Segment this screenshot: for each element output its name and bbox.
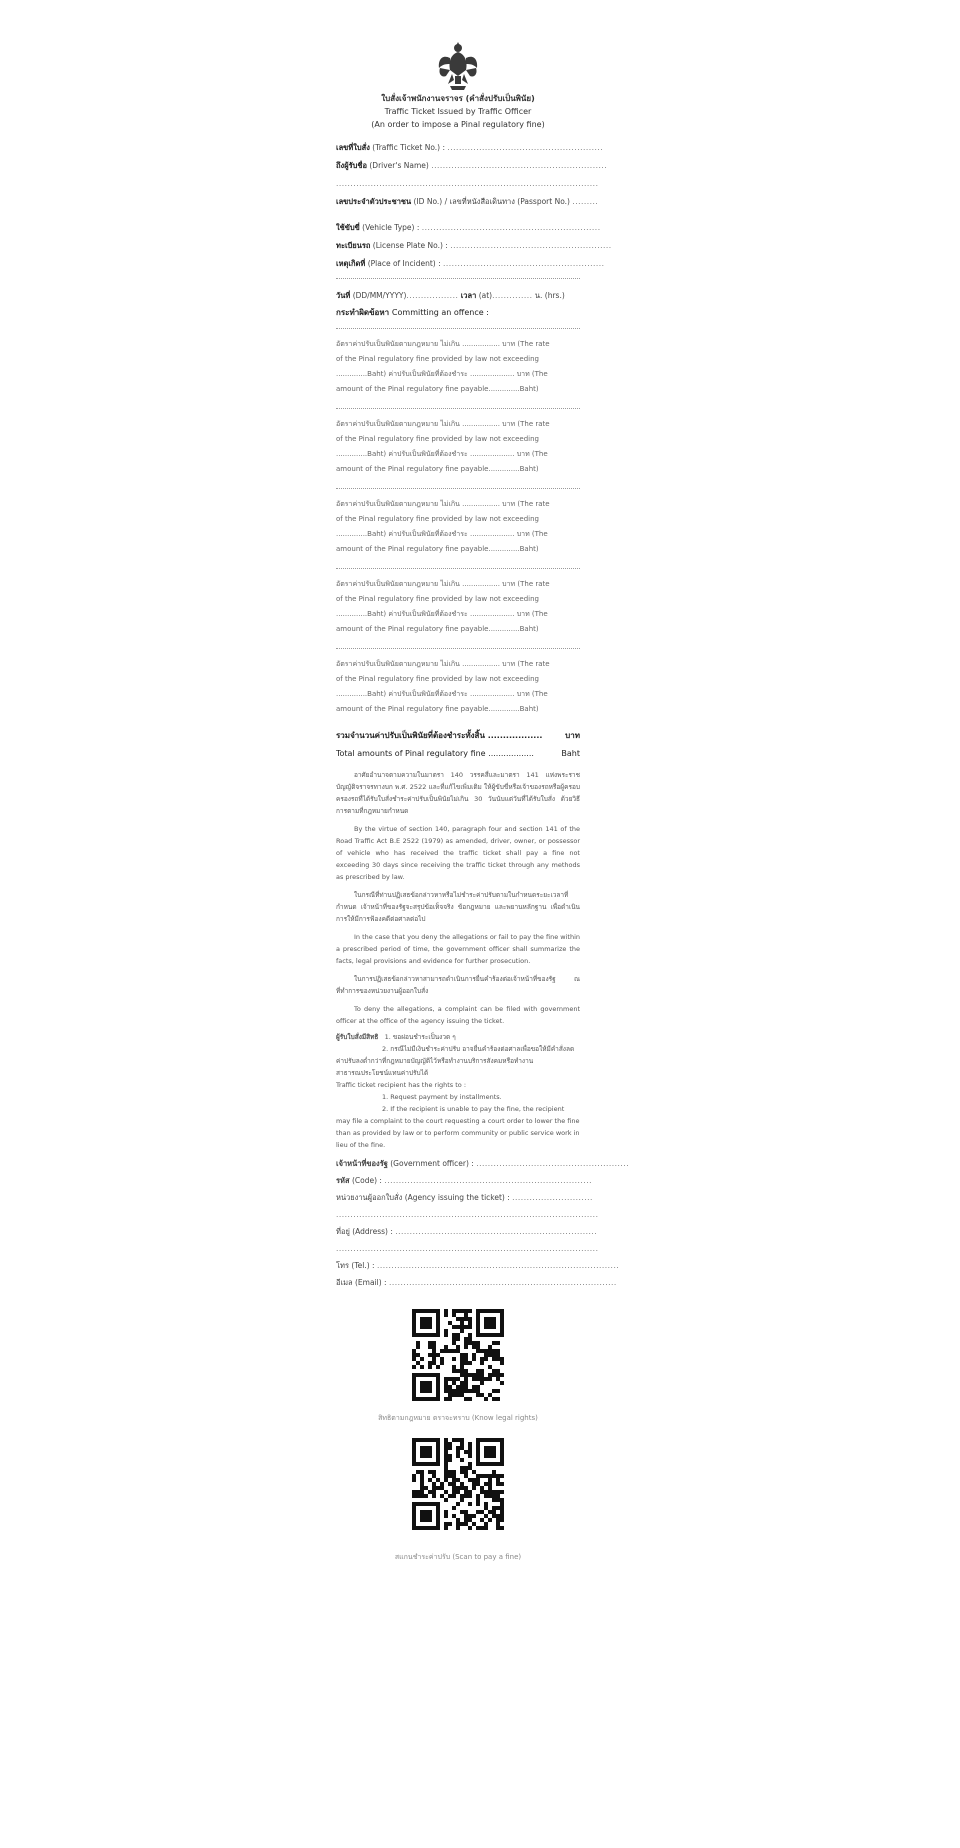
legal-paragraph-th-3: ในการปฏิเสธข้อกล่าวหาสามารถดำเนินการยื่นคำร้องต่อเจ้าหน้าที่ของรัฐ ณ ที่ทำการของหน่วยงานผู้ออกใบสั่ง — [336, 975, 580, 995]
field-vehicle-type: ใช้ขับขี่ (Vehicle Type) : .............................................................. — [336, 223, 601, 232]
offence-text: อัตราค่าปรับเป็นพินัยตามกฎหมาย ไม่เกิน ................. บาท (The rate — [336, 660, 550, 668]
field-license-plate: ทะเบียนรถ (License Plate No.) : ........................................................ — [336, 241, 612, 250]
offence-text: ..............Baht) ค่าปรับเป็นพินัยที่ต้องชำระ .................... บาท (The — [336, 610, 548, 618]
garuda-emblem-icon — [436, 40, 480, 90]
field-driver-name: ถึงผู้รับชื่อ (Driver's Name) ............................................................. — [336, 161, 608, 170]
field-id-passport: เลขประจำตัวประชาชน (ID No.) / เลขที่หนังสือเดินทาง (Passport No.) ......... — [336, 197, 599, 206]
offence-text: amount of the Pinal regulatory fine payable..............Baht) — [336, 705, 539, 713]
rights-label-en: Traffic ticket recipient has the rights to : — [336, 1081, 467, 1089]
field-code: รหัส (Code) : ........................................................................ — [336, 1176, 592, 1185]
offence-heading: กระทำผิดข้อหา Committing an offence : — [336, 308, 489, 317]
title-thai: ใบสั่งเจ้าพนักงานจราจร (คำสั่งปรับเป็นพินัย) — [381, 94, 535, 103]
rights-item-en-2: 2. If the recipient is unable to pay the fine, the recipient may file a complaint to the court requesting a court order to lower the fine than as provided by law or to perform community or public service work in lieu of the fine. — [336, 1105, 580, 1149]
pay-fine-qr-code[interactable] — [412, 1438, 504, 1530]
divider-line — [336, 277, 580, 279]
field-tel: โทร (Tel.) : .................................................................................... — [336, 1261, 620, 1270]
offence-line — [336, 407, 580, 409]
offence-text: อัตราค่าปรับเป็นพินัยตามกฎหมาย ไม่เกิน ................. บาท (The rate — [336, 580, 550, 588]
rights-label-th: ผู้รับใบสั่งมีสิทธิ 1. ขอผ่อนชำระเป็นงวด ๆ — [336, 1033, 456, 1041]
offence-text: ..............Baht) ค่าปรับเป็นพินัยที่ต้องชำระ .................... บาท (The — [336, 450, 548, 458]
offence-text: of the Pinal regulatory fine provided by law not exceeding — [336, 675, 539, 683]
legal-paragraph-th-1: อาศัยอำนาจตามความในมาตรา 140 วรรคสี่และมาตรา 141 แห่งพระราชบัญญัติจราจรทางบก พ.ศ. 2522 และที่แก้ไขเพิ่มเติม ให้ผู้ขับขี่หรือเจ้าของรถหรือผู้ครอบครองรถที่ได้รับใบสั่งชำระค่าปรับเป็นพินัยไม่เกิน 30 วันนับแต่วันที่ได้รับใบสั่ง ด้วยวิธีการตามที่กฎหมายกำหนด — [336, 771, 580, 815]
total-english: Total amounts of Pinal regulatory fine .................. Baht — [336, 749, 580, 758]
offence-line — [336, 647, 580, 649]
offence-text: ..............Baht) ค่าปรับเป็นพินัยที่ต้องชำระ .................... บาท (The — [336, 530, 548, 538]
offence-block — [336, 407, 580, 477]
offence-block — [336, 567, 580, 637]
rights-item-en-1: 1. Request payment by installments. — [382, 1093, 502, 1101]
legal-paragraph-en-2: In the case that you deny the allegations or fail to pay the fine within a prescribed period of time, the government officer shall summarize the facts, legal provisions and evidence for further prosecution. — [336, 933, 580, 965]
offence-text: อัตราค่าปรับเป็นพินัยตามกฎหมาย ไม่เกิน ................. บาท (The rate — [336, 420, 550, 428]
offence-text: amount of the Pinal regulatory fine payable..............Baht) — [336, 545, 539, 553]
offence-text: ..............Baht) ค่าปรับเป็นพินัยที่ต้องชำระ .................... บาท (The — [336, 690, 548, 698]
total-thai: รวมจำนวนค่าปรับเป็นพินัยที่ต้องชำระทั้งสิ้น .................. บาท — [336, 731, 580, 740]
field-address: ที่อยู่ (Address) : ...................................................................... — [336, 1227, 598, 1236]
field-place-of-incident: เหตุเกิดที่ (Place of Incident) : ........................................................ — [336, 259, 605, 268]
field-date-time: วันที่ (DD/MM/YYYY).................. เวลา (at).............. น. (hrs.) — [336, 291, 565, 300]
offence-text: of the Pinal regulatory fine provided by law not exceeding — [336, 515, 539, 523]
fields-vehicle — [336, 219, 612, 273]
offence-text: อัตราค่าปรับเป็นพินัยตามกฎหมาย ไม่เกิน ................. บาท (The rate — [336, 340, 550, 348]
legal-rights-qr-code[interactable] — [412, 1309, 504, 1401]
offence-text: amount of the Pinal regulatory fine payable..............Baht) — [336, 385, 539, 393]
offence-line — [336, 487, 580, 489]
offence-text: amount of the Pinal regulatory fine payable..............Baht) — [336, 625, 539, 633]
legal-paragraph-en-3: To deny the allegations, a complaint can be filed with government officer at the office of the agency issuing the ticket. — [336, 1005, 580, 1025]
offence-line — [336, 327, 580, 329]
field-blank-line: ........................................................................................... — [336, 179, 599, 188]
qr-caption-legal-rights: สิทธิตามกฎหมาย ตราจะทราบ (Know legal rights) — [378, 1414, 538, 1422]
field-email: อีเมล (Email) : ............................................................................... — [336, 1278, 617, 1287]
field-blank-line: ........................................................................................... — [336, 1244, 599, 1253]
rights-item-th-2: 2. กรณีไม่มีเงินชำระค่าปรับ อาจยื่นคำร้องต่อศาลเพื่อขอให้มีคำสั่งลดค่าปรับลงต่ำกว่าที่กฎหมายบัญญัติไว้หรือทำงานบริการสังคมหรือทำงานสาธารณประโยชน์แทนค่าปรับได้ — [336, 1045, 575, 1077]
qr-caption-pay-fine: สแกนชำระค่าปรับ (Scan to pay a fine) — [394, 1553, 522, 1561]
offence-text: amount of the Pinal regulatory fine payable..............Baht) — [336, 465, 539, 473]
legal-paragraph-th-2: ในกรณีที่ท่านปฏิเสธข้อกล่าวหาหรือไม่ชำระค่าปรับตามในกำหนดระยะเวลาที่กำหนด เจ้าหน้าที่ของรัฐจะสรุปข้อเท็จจริง ข้อกฎหมาย และพยานหลักฐาน เพื่อดำเนินการให้มีการฟ้องคดีต่อศาลต่อไป — [336, 891, 580, 923]
offence-text: of the Pinal regulatory fine provided by law not exceeding — [336, 355, 539, 363]
offence-block — [336, 327, 580, 397]
offence-text: of the Pinal regulatory fine provided by law not exceeding — [336, 595, 539, 603]
offence-text: ..............Baht) ค่าปรับเป็นพินัยที่ต้องชำระ .................... บาท (The — [336, 370, 548, 378]
field-blank-line: ........................................................................................... — [336, 1210, 599, 1219]
field-government-officer: เจ้าหน้าที่ของรัฐ (Government officer) : ..................................................... — [336, 1159, 630, 1168]
offence-block — [336, 647, 580, 717]
legal-paragraph-en-1: By the virtue of section 140, paragraph four and section 141 of the Road Traffic Act B.E 2522 (1979) as amended, driver, owner, or possessor of vehicle who has received the traffic ticket shall pay a fine not exceeding 30 days since receiving the traffic ticket through any methods as prescribed by law. — [336, 825, 580, 881]
field-ticket-no: เลขที่ใบสั่ง (Traffic Ticket No.) : ...................................................... — [336, 143, 604, 152]
fields-bottom — [336, 1155, 630, 1291]
offence-block — [336, 487, 580, 557]
offence-list — [336, 327, 580, 717]
offence-text: of the Pinal regulatory fine provided by law not exceeding — [336, 435, 539, 443]
title-english: Traffic Ticket Issued by Traffic Officer — [384, 107, 532, 116]
offence-text: อัตราค่าปรับเป็นพินัยตามกฎหมาย ไม่เกิน ................. บาท (The rate — [336, 500, 550, 508]
subtitle-english: (An order to impose a Pinal regulatory fine) — [371, 120, 545, 129]
offence-line — [336, 567, 580, 569]
field-agency: หน่วยงานผู้ออกใบสั่ง (Agency issuing the ticket) : ............................ — [336, 1193, 593, 1202]
fields-top — [336, 139, 608, 211]
traffic-ticket-document — [336, 40, 630, 1563]
